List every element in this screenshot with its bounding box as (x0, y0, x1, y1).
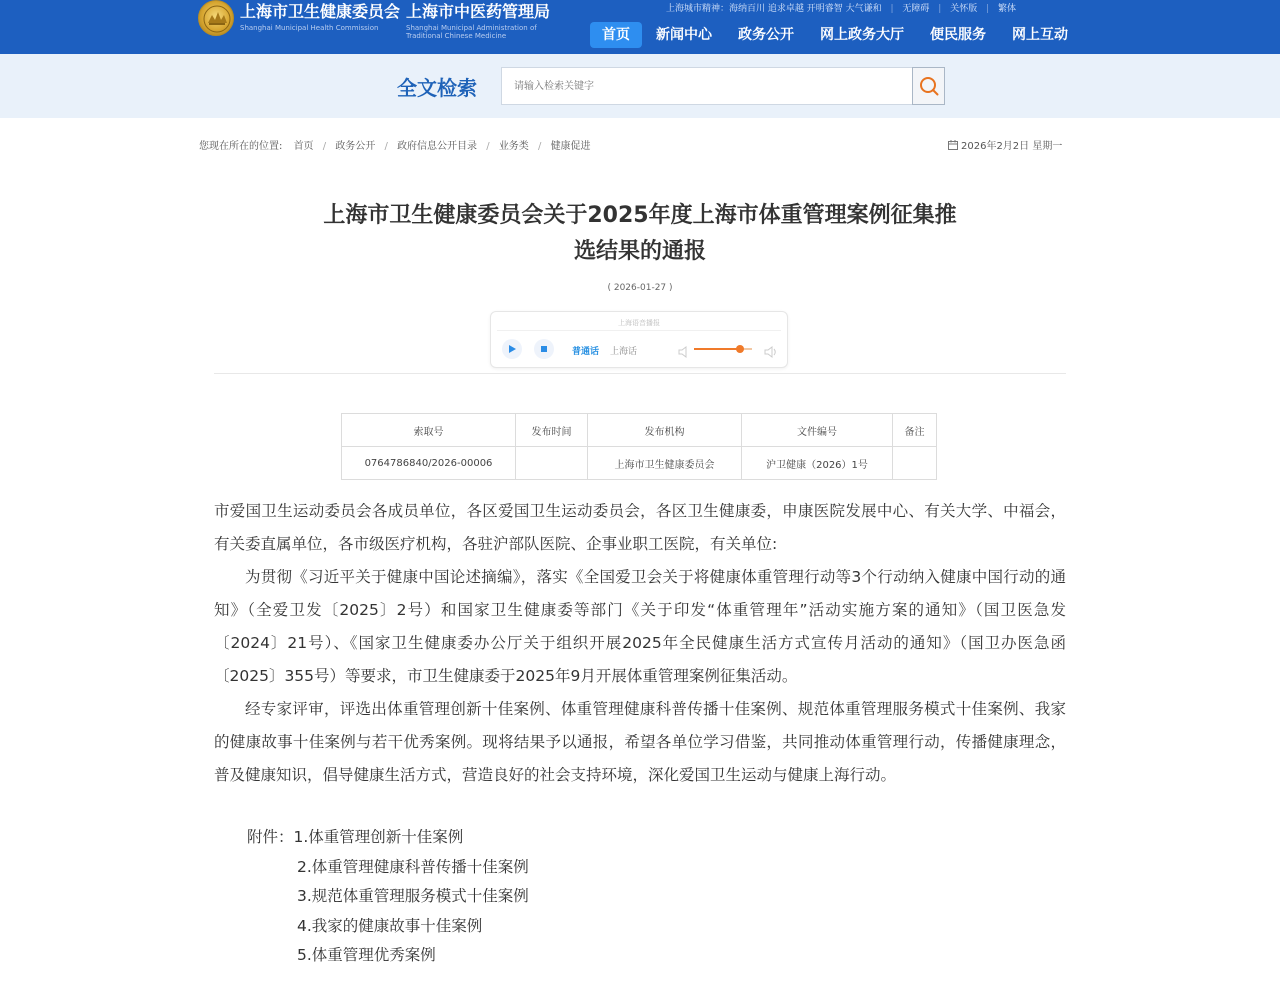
stop-button[interactable] (534, 339, 554, 359)
separator: / (538, 141, 542, 152)
attachment-row (247, 823, 529, 853)
nav-online-service-hall[interactable]: 网上政务大厅 (820, 27, 904, 43)
play-button[interactable] (502, 339, 522, 359)
org-cn-1: 上海市卫生健康委员会 (240, 2, 401, 21)
breadcrumb (199, 137, 591, 152)
calendar-icon (948, 140, 958, 150)
meta-header-publisher: 发布机构 (588, 414, 742, 447)
separator: / (322, 141, 327, 152)
attachment-link-2[interactable]: 2.体重管理健康科普传播十佳案例 (297, 857, 529, 876)
search-input[interactable] (501, 67, 913, 105)
attachment-link-3[interactable]: 3.规范体重管理服务模式十佳案例 (297, 887, 529, 906)
emblem-logo[interactable] (198, 0, 234, 36)
nav-government-affairs[interactable]: 政务公开 (738, 27, 794, 43)
meta-header-doc-number: 文件编号 (742, 414, 893, 447)
main-nav (590, 22, 1082, 48)
publish-date: ( 2026-01-27 ) (607, 283, 673, 293)
player-divider (497, 330, 781, 331)
separator: | (986, 4, 990, 14)
article-body (214, 495, 1066, 792)
nav-public-services[interactable]: 便民服务 (930, 27, 986, 43)
lang-mandarin-option[interactable]: 普通话 (572, 347, 600, 357)
top-utility-links (666, 1, 1016, 14)
article-title-line1: 上海市卫生健康委员会关于2025年度上海市体重管理案例征集推 (323, 203, 957, 228)
separator: / (384, 141, 388, 152)
meta-remarks (893, 447, 937, 480)
current-date (948, 137, 1062, 152)
org-en-1: Shanghai Municipal Health Commission (240, 24, 379, 32)
article-title-line2: 选结果的通报 (573, 239, 706, 264)
separator: | (890, 4, 894, 14)
attachment-link-5[interactable]: 5.体重管理优秀案例 (297, 946, 436, 965)
meta-index-no: 0764786840/2026-00006 (342, 447, 516, 480)
volume-slider-fill (694, 348, 740, 350)
org-name-tcm-admin[interactable] (406, 2, 550, 40)
meta-header-remarks: 备注 (893, 414, 937, 447)
meta-publish-time (516, 447, 588, 480)
body-paragraph-results: 经专家评审，评选出体重管理创新十佳案例、体重管理健康科普传播十佳案例、规范体重管理服务模式十佳案例、我家的健康故事十佳案例与若干优秀案例。现将结果予以通报，希望各单位学习借鉴，共同推动体重管理行动，传播健康理念，普及健康知识，倡导健康生活方式，营造良好的社会支持环境，深化爱国卫生运动与健康上海行动。 (214, 700, 1066, 784)
meta-value-row (342, 447, 937, 480)
attachment-link-1[interactable]: 1.体重管理创新十佳案例 (293, 828, 464, 846)
date-text: 2026年2月2日 星期一 (961, 141, 1063, 152)
player-title: 上海语音播报 (618, 319, 660, 327)
body-paragraph-background: 为贯彻《习近平关于健康中国论述摘编》，落实《全国爱卫会关于将健康体重管理行动等3个行动纳入健康中国行动的通知》（全爱卫发〔2025〕2号）和国家卫生健康委等部门《关于印发“体重管理年”活动实施方案的通知》（国卫医急发〔2024〕21号）、《国家卫生健康委办公厅关于组织开展2025年全民健康生活方式宣传月活动的通知》（国卫办医急函〔2025〕355号）等要求，市卫生健康委于2025年9月开展体重管理案例征集活动。 (214, 568, 1066, 685)
breadcrumb-business[interactable]: 业务类 (498, 141, 529, 152)
search-button[interactable] (912, 67, 945, 105)
meta-header-row (342, 414, 937, 447)
separator: | (938, 4, 942, 14)
separator: / (486, 141, 490, 152)
attachments-list (247, 823, 529, 971)
meta-header-publish-time: 发布时间 (516, 414, 588, 447)
meta-publisher: 上海市卫生健康委员会 (588, 447, 742, 480)
site-header (0, 0, 1280, 54)
document-meta-table (341, 413, 937, 480)
article-title (280, 198, 1000, 270)
traditional-chinese-link[interactable]: 繁体 (998, 4, 1017, 14)
org-en-2b: Traditional Chinese Medicine (406, 32, 507, 40)
care-mode-link[interactable]: 关怀版 (950, 4, 978, 14)
attachment-link-4[interactable]: 4.我家的健康故事十佳案例 (297, 916, 483, 935)
lang-shanghainese-option[interactable]: 上海话 (610, 347, 638, 357)
search-band (0, 54, 1280, 118)
audio-player (490, 311, 788, 368)
org-en-2a: Shanghai Municipal Administration of (406, 24, 537, 32)
attachments-label: 附件： (247, 828, 294, 846)
emblem-icon (199, 1, 235, 37)
accessibility-link[interactable]: 无障碍 (902, 4, 930, 14)
play-icon (507, 344, 517, 354)
nav-news-center[interactable]: 新闻中心 (656, 27, 712, 43)
org-name-health-commission[interactable] (240, 2, 400, 32)
body-addressees: 市爱国卫生运动委员会各成员单位，各区爱国卫生运动委员会，各区卫生健康委，申康医院发展中心、有关大学、中福会，有关委直属单位，各市级医疗机构，各驻沪部队医院、企事业职工医院，有关单位: (214, 502, 1066, 553)
meta-doc-number: 沪卫健康（2026）1号 (742, 447, 893, 480)
breadcrumb-health-promotion[interactable]: 健康促进 (550, 141, 591, 152)
search-icon (918, 75, 940, 97)
nav-online-interaction[interactable]: 网上互动 (1012, 27, 1068, 43)
title-divider (214, 373, 1066, 374)
org-cn-2: 上海市中医药管理局 (406, 2, 551, 21)
nav-home[interactable]: 首页 (590, 22, 642, 48)
stop-icon (539, 344, 549, 354)
breadcrumb-gov-affairs[interactable]: 政务公开 (335, 141, 376, 152)
breadcrumb-disclosure-catalog[interactable]: 政府信息公开目录 (397, 141, 478, 152)
volume-high-icon (764, 343, 778, 362)
city-spirit-text: 上海城市精神：海纳百川 追求卓越 开明睿智 大气谦和 (666, 4, 882, 14)
volume-low-icon (678, 343, 688, 362)
breadcrumb-home[interactable]: 首页 (293, 141, 314, 152)
fulltext-search-title: 全文检索 (397, 76, 477, 100)
breadcrumb-label: 您现在所在的位置: (199, 141, 283, 152)
meta-header-index-no: 索取号 (342, 414, 516, 447)
volume-slider[interactable] (694, 348, 752, 350)
